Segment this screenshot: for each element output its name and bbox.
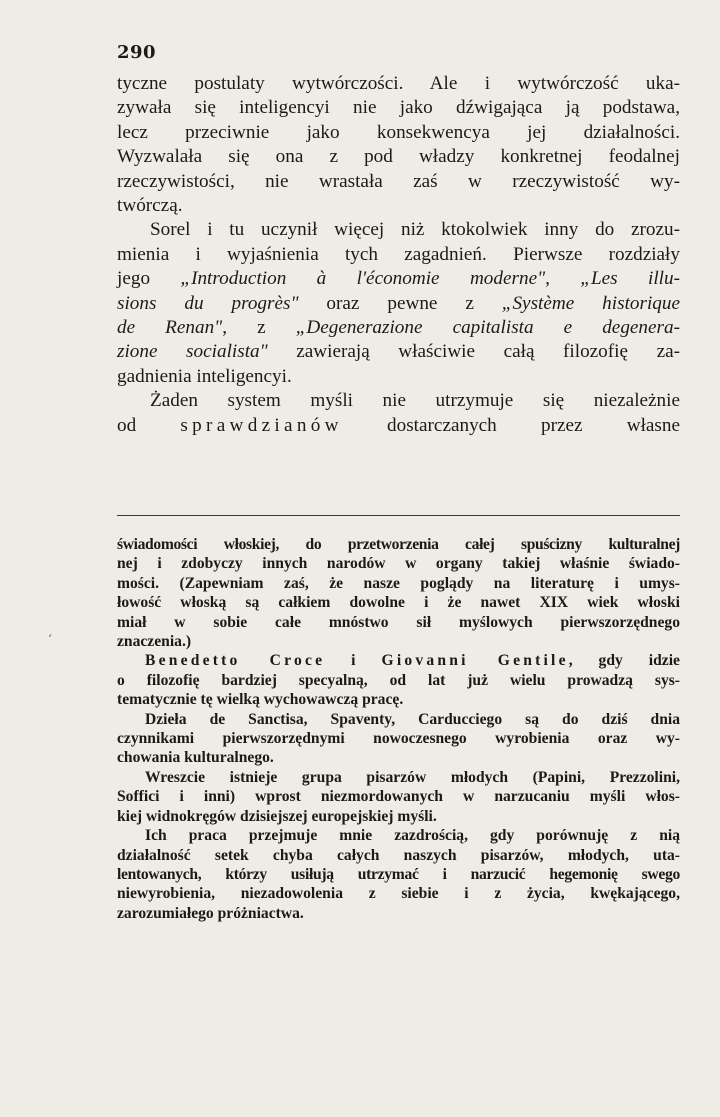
footnote-line: nej i zdobyczy innych narodów w organy takiej właśnie świado- xyxy=(117,555,680,573)
footnote-line: Wreszcie istnieje grupa pisarzów młodych (Papini, Prezzolini, xyxy=(145,768,680,786)
footnote-line: Ich praca przejmuje mnie zazdrością, gdy porównuję z nią xyxy=(145,827,680,845)
footnote-line: o filozofię bardziej specyalną, od lat już wielu prowadzą sys- xyxy=(117,671,680,689)
text-line: mienia i wyjaśnienia tych zagadnień. Pierwsze rozdziały xyxy=(117,243,680,265)
book-title-illusions: sions du progrès" xyxy=(117,292,299,314)
footnote-line: Dzieła de Sanctisa, Spaventy, Carducciego są do dziś dnia xyxy=(145,710,680,728)
spaced-word-sprawdzianow: sprawdzianów xyxy=(180,414,343,436)
footnote-line: niewyrobienia, niezadowolenia z siebie i z życia, kwękającego, xyxy=(117,885,680,903)
paragraph-2 xyxy=(117,218,680,389)
footnote-line: działalność setek chyba całych naszych pisarzów, młodych, uta- xyxy=(117,846,680,864)
text-fragment: , z xyxy=(222,317,296,339)
footnote-line: tematycznie tę wielką wychowawczą pracę. xyxy=(117,691,404,709)
book-title-renan: de Renan" xyxy=(117,317,223,339)
text-fragment: od xyxy=(117,414,181,436)
book-title-degenerazione: „Degenerazione capitalista e degenera- xyxy=(295,317,680,339)
text-line: Wyzwalała się ona z pod władzy konkretnej feodalnej xyxy=(117,146,680,168)
text-line: Żaden system myśli nie utrzymuje się niezależnie xyxy=(150,390,680,412)
book-title-systeme: „Système historique xyxy=(501,292,680,314)
footnote-line: miał w sobie całe mnóstwo sił myślowych pierwszorzędnego xyxy=(117,613,680,631)
main-text xyxy=(117,72,680,438)
footnote-line: Soffici i inni) wprost niezmordowanych w narzucaniu myśli włos- xyxy=(117,788,680,806)
footnote xyxy=(117,535,680,923)
footnote-line: czynnikami pierwszorzędnymi nowoczesnego wyrobienia oraz wy- xyxy=(117,730,680,748)
footnote-line: chowania kulturalnego. xyxy=(117,749,274,767)
text-line: zywała się inteligencyi nie jako dźwigająca ją podstawa, xyxy=(117,97,680,119)
paragraph-3 xyxy=(117,389,680,438)
footnote-paragraph-2 xyxy=(117,651,680,709)
text-line xyxy=(117,292,680,316)
text-line: Sorel i tu uczynił więcej niż ktokolwiek inny do zrozu- xyxy=(150,219,680,241)
footnote-line: znaczenia.) xyxy=(117,633,192,651)
footnote-line: łowość włoską są całkiem dowolne i że nawet XIX wiek włoski xyxy=(117,594,680,612)
text-line: lecz przeciwnie jako konsekwencya jej działalności. xyxy=(117,121,680,143)
footnote-line: mości. (Zapewniam zaś, że nasze poglądy na literaturę i umys- xyxy=(117,574,680,592)
footnote-line: zarozumiałego próżniactwa. xyxy=(117,904,304,922)
text-line: gadnienia inteligencyi. xyxy=(117,365,292,387)
text-line: tyczne postulaty wytwórczości. Ale i wytwórczość uka- xyxy=(117,73,680,94)
text-fragment: , gdy idzie xyxy=(568,652,680,670)
text-fragment: dostarczanych przez własne xyxy=(342,414,680,436)
text-line xyxy=(117,340,680,364)
footnote-paragraph-1 xyxy=(117,535,680,651)
person-name-gentile: Giovanni Gentile xyxy=(381,652,569,670)
text-line xyxy=(117,414,680,438)
footnote-line xyxy=(117,651,680,670)
book-title-socialista: zione socialista" xyxy=(117,341,268,363)
text-fragment: i xyxy=(325,652,382,670)
text-line xyxy=(117,316,680,340)
book-title-introduction: „Introduction à l'économie moderne", „Les illu- xyxy=(180,268,680,290)
paragraph-1 xyxy=(117,72,680,218)
person-name-croce: Benedetto Croce xyxy=(145,652,326,670)
footnote-paragraph-5 xyxy=(117,826,680,923)
page-number: 290 xyxy=(117,42,157,63)
text-line: twórczą. xyxy=(117,195,183,217)
footnote-divider xyxy=(117,515,680,516)
margin-mark: ‘ xyxy=(48,632,52,646)
text-line: rzeczywistości, nie wrastała zaś w rzeczywistość wy- xyxy=(117,170,680,192)
footnote-line: lentowanych, którzy usiłują utrzymać i narzucić hegemonię swego xyxy=(117,865,680,883)
text-line xyxy=(117,267,680,291)
footnote-paragraph-4 xyxy=(117,768,680,826)
footnote-paragraph-3 xyxy=(117,710,680,768)
text-fragment: jego xyxy=(117,268,181,290)
text-fragment: oraz pewne z xyxy=(298,292,502,314)
footnote-line: świadomości włoskiej, do przetworzenia całej spuścizny kulturalnej xyxy=(117,536,680,553)
text-fragment: zawierają właściwie całą filozofię za- xyxy=(267,341,680,363)
footnote-line: kiej widnokręgów dzisiejszej europejskiej myśli. xyxy=(117,807,437,825)
